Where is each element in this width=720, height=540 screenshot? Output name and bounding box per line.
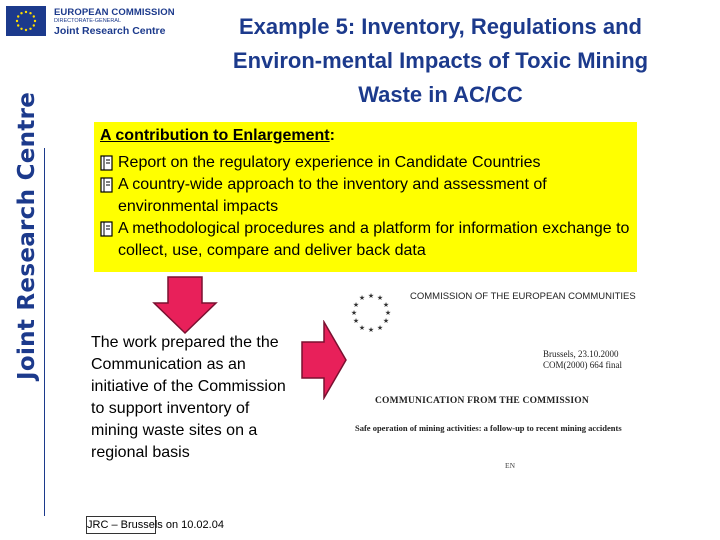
sidebar-divider (44, 148, 45, 516)
svg-text:★: ★ (384, 310, 392, 317)
svg-text:★: ★ (367, 327, 375, 334)
bullet-text: Report on the regulatory experience in Candidate Countries (118, 154, 541, 171)
highlight-heading (100, 127, 335, 145)
svg-text:★: ★ (352, 302, 360, 309)
document-date: Brussels, 23.10.2000 (543, 349, 619, 359)
document-heading: COMMUNICATION FROM THE COMMISSION (375, 396, 589, 406)
title-line-2: Environ-mental Impacts of Toxic Mining (232, 48, 649, 73)
highlight-heading-colon: : (329, 127, 335, 144)
eu-stars-seal-icon (340, 289, 402, 335)
jrc-logo (6, 6, 175, 40)
bullet-text: A methodological procedures and a platform for information exchange to collect, use, compare and deliver back data (118, 220, 630, 259)
eu-flag-icon (6, 6, 46, 36)
svg-text:★: ★ (358, 325, 366, 332)
book-icon (100, 155, 114, 171)
logo-centre: Joint Research Centre (54, 25, 166, 37)
bullet-text: A country-wide approach to the inventory and assessment of environmental impacts (118, 176, 547, 215)
slide-title (168, 10, 713, 112)
svg-text:★: ★ (376, 295, 384, 302)
svg-text:★: ★ (358, 295, 366, 302)
svg-text:★: ★ (382, 302, 390, 309)
bullet-item (100, 152, 635, 174)
svg-text:★: ★ (367, 293, 375, 300)
document-language: EN (505, 461, 515, 470)
body-paragraph: The work prepared the the Communication as an initiative of the Commission to support inventory of mining waste sites on a regional basis (91, 334, 286, 461)
sidebar-vertical-title: Joint Research Centre (14, 91, 40, 380)
document-subheading: Safe operation of mining activities: a follow-up to recent mining accidents (355, 423, 622, 433)
title-line-3: Waste in AC/CC (358, 82, 523, 107)
arrow-down-icon (150, 275, 220, 335)
book-icon (100, 221, 114, 237)
book-icon (100, 177, 114, 193)
document-excerpt (335, 285, 660, 485)
bullet-item (100, 174, 635, 218)
document-commission-name: COMMISSION OF THE EUROPEAN COMMUNITIES (410, 291, 636, 302)
svg-text:★: ★ (382, 318, 390, 325)
title-line-1: Example 5: Inventory, Regulations and (238, 14, 642, 39)
svg-text:★: ★ (376, 325, 384, 332)
svg-text:★: ★ (350, 310, 358, 317)
bullet-item (100, 218, 635, 262)
highlight-heading-text: A contribution to Enlargement (100, 127, 330, 144)
logo-org-name: EUROPEAN COMMISSION (54, 7, 175, 18)
footer-label: JRC – Brussels on 10.02.04 (86, 516, 156, 534)
bullet-list (100, 152, 635, 262)
document-reference: COM(2000) 664 final (543, 360, 622, 370)
logo-directorate: DIRECTORATE-GENERAL (54, 18, 122, 24)
svg-text:★: ★ (352, 318, 360, 325)
